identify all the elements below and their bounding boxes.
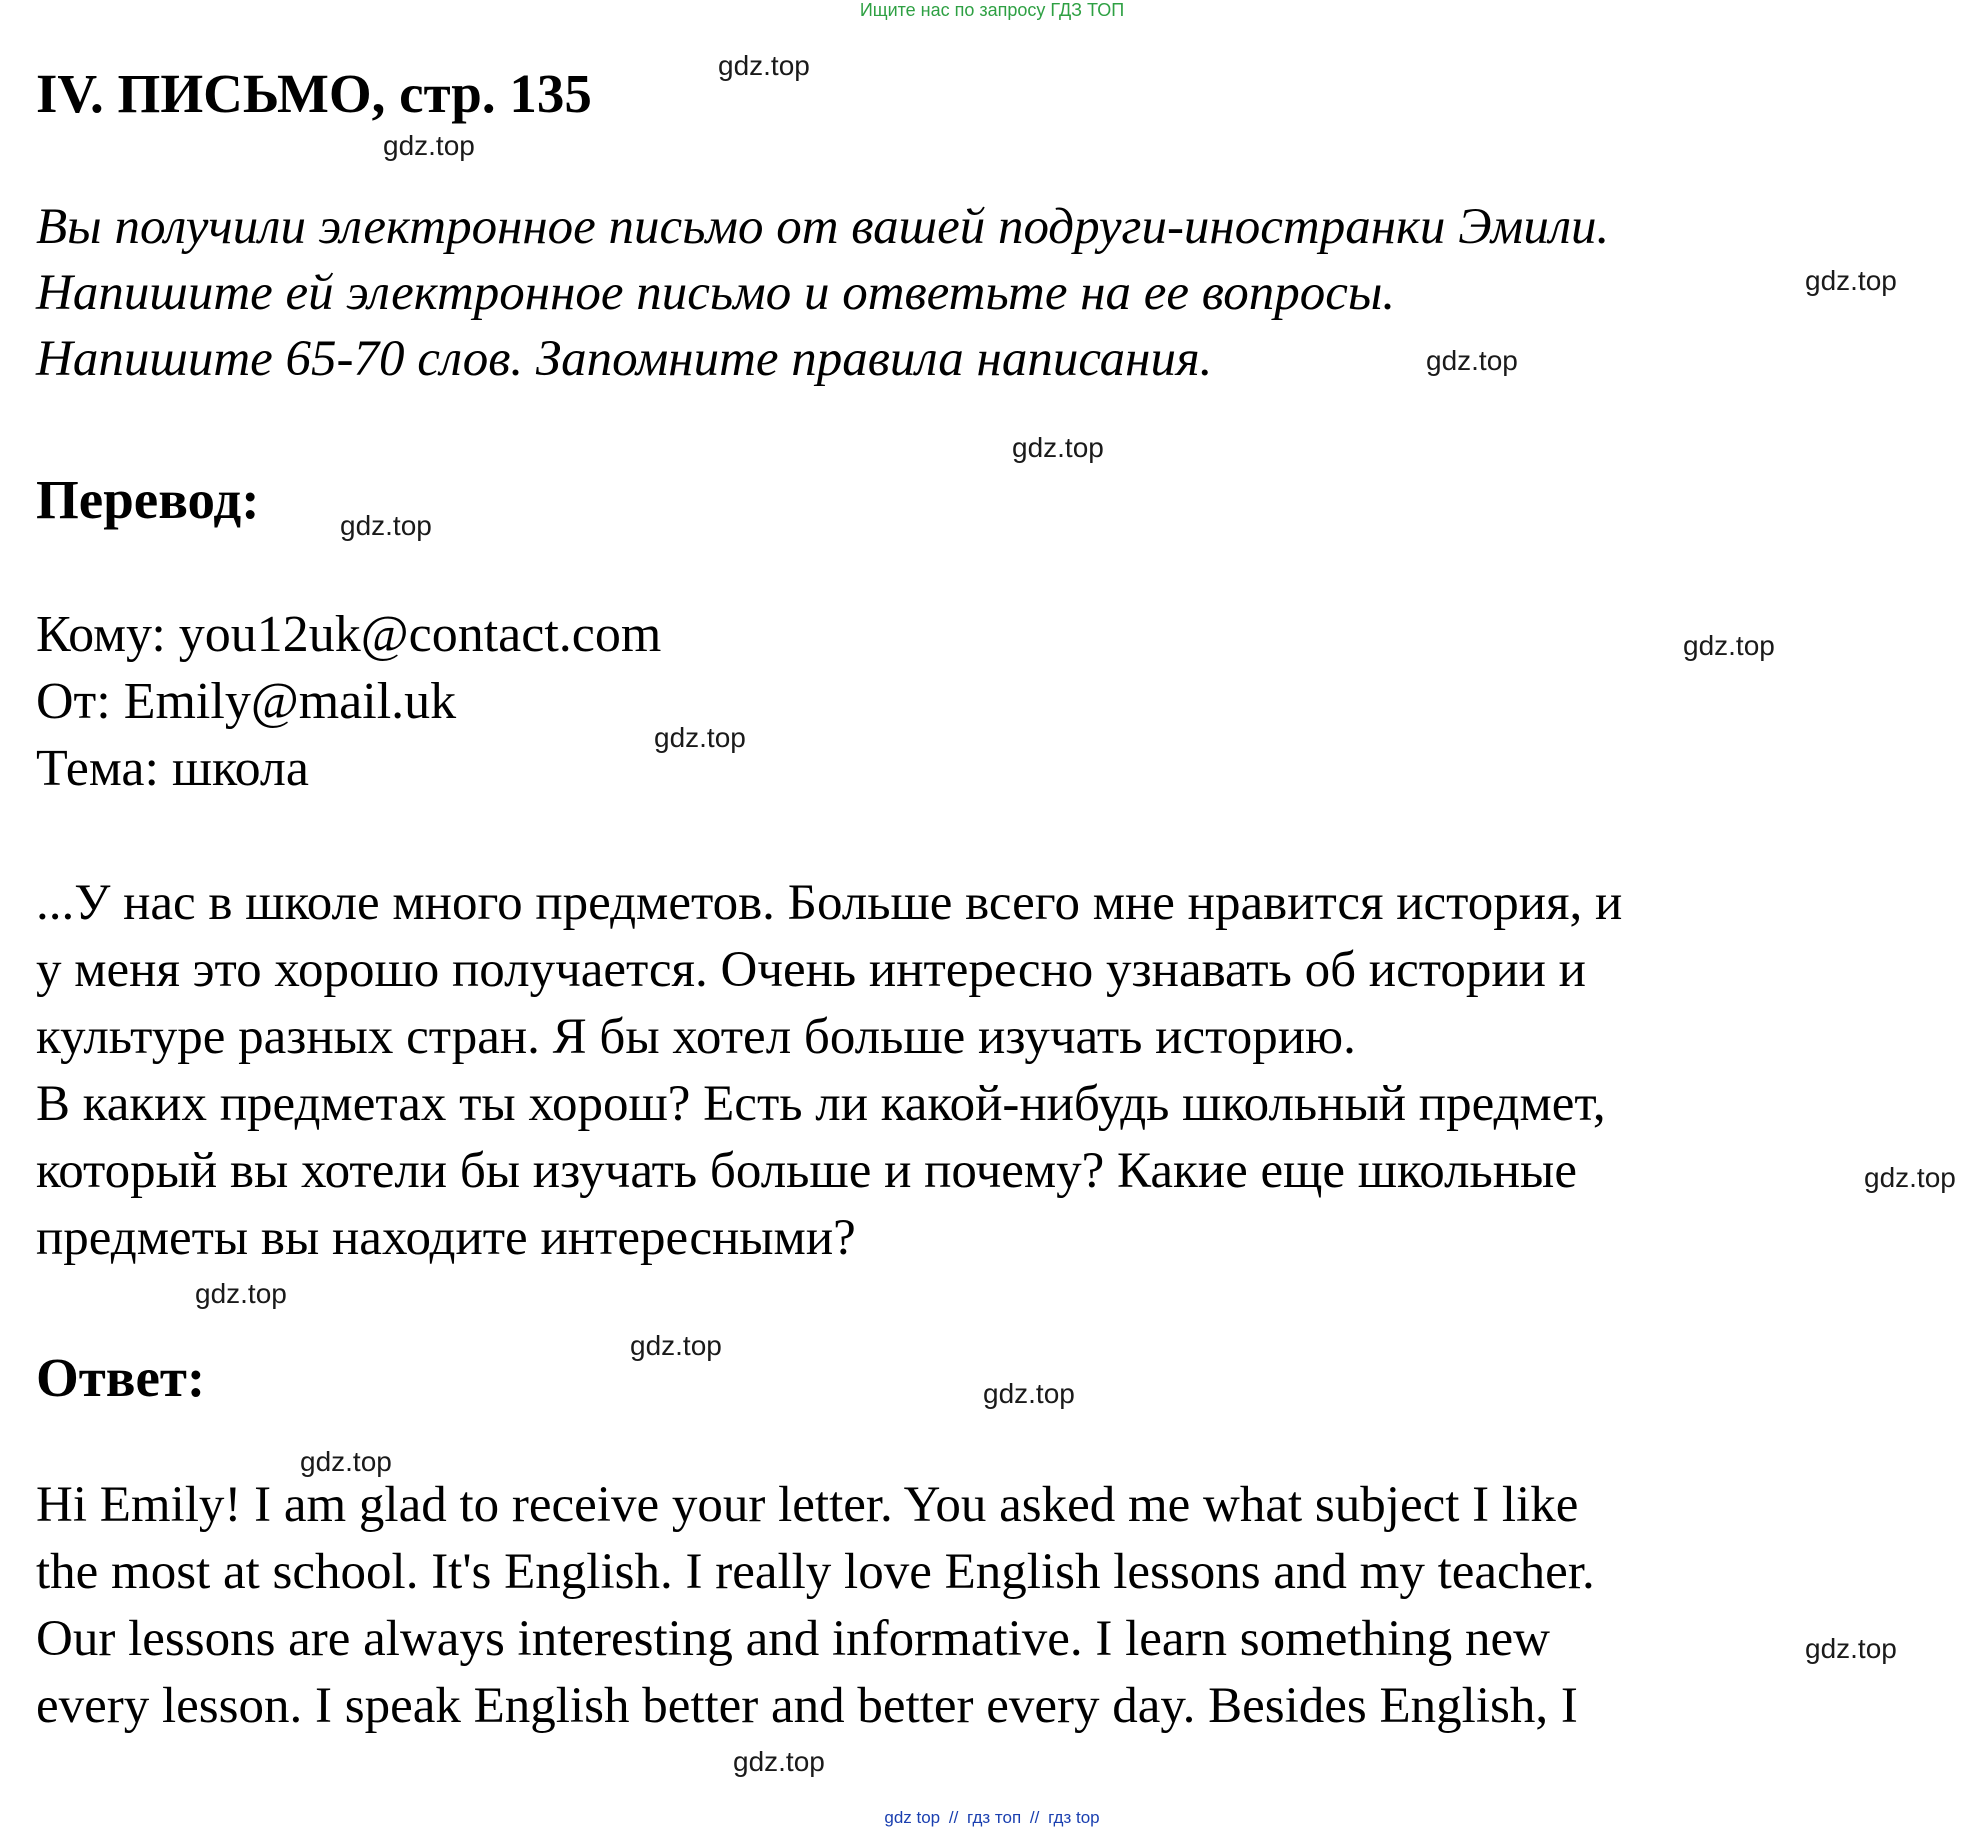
footer-link[interactable]: gdz top xyxy=(884,1808,941,1827)
answer-line: the most at school. It's English. I really love English lessons and my teacher. xyxy=(36,1544,1595,1600)
watermark: gdz.top xyxy=(340,510,432,541)
translation-line: В каких предметах ты хорош? Есть ли какой-нибудь школьный предмет, xyxy=(36,1076,1606,1132)
watermark: gdz.top xyxy=(630,1330,722,1361)
translation-heading: Перевод: xyxy=(36,469,260,530)
translation-line: предметы вы находите интересными? xyxy=(36,1210,856,1266)
watermark: gdz.top xyxy=(1805,265,1897,296)
top-banner: Ищите нас по запросу ГДЗ ТОП xyxy=(859,0,1125,20)
watermark: gdz.top xyxy=(1426,345,1518,376)
translation-line: ...У нас в школе много предметов. Больше всего мне нравится история, и xyxy=(36,875,1623,931)
watermark: gdz.top xyxy=(1683,630,1775,661)
translation-line: который вы хотели бы изучать больше и почему? Какие еще школьные xyxy=(36,1143,1577,1199)
email-subject: Тема: школа xyxy=(36,740,309,797)
footer-links xyxy=(0,1808,1984,1828)
translation-line: у меня это хорошо получается. Очень интересно узнавать об истории и xyxy=(36,942,1586,998)
translation-line: культуре разных стран. Я бы хотел больше изучать историю. xyxy=(36,1009,1356,1065)
footer-link[interactable]: гдз топ xyxy=(967,1808,1022,1827)
task-line: Напишите ей электронное письмо и ответьте на ее вопросы. xyxy=(36,265,1396,321)
answer-body xyxy=(36,1472,1595,1740)
watermark: gdz.top xyxy=(654,722,746,753)
watermark: gdz.top xyxy=(718,50,810,81)
task-line: Напишите 65-70 слов. Запомните правила написания. xyxy=(36,331,1213,387)
watermark: gdz.top xyxy=(1864,1162,1956,1193)
task-instructions xyxy=(36,194,1609,392)
email-header xyxy=(36,601,661,802)
watermark: gdz.top xyxy=(195,1278,287,1309)
watermark: gdz.top xyxy=(1805,1633,1897,1664)
page-title: IV. ПИСЬМО, стр. 135 xyxy=(36,63,592,124)
footer-link[interactable]: гдз top xyxy=(1048,1808,1100,1827)
email-from: От: Emily@mail.uk xyxy=(36,673,457,730)
watermark: gdz.top xyxy=(1012,432,1104,463)
watermark: gdz.top xyxy=(733,1746,825,1777)
footer-separator: // xyxy=(948,1808,959,1827)
email-to: Кому: you12uk@contact.com xyxy=(36,606,662,663)
answer-line: Hi Emily! I am glad to receive your letter. You asked me what subject I like xyxy=(36,1477,1579,1533)
task-line: Вы получили электронное письмо от вашей подруги-иностранки Эмили. xyxy=(36,199,1610,255)
translation-body xyxy=(36,870,1622,1272)
watermark: gdz.top xyxy=(383,130,475,161)
answer-line: Our lessons are always interesting and informative. I learn something new xyxy=(36,1611,1550,1667)
answer-line: every lesson. I speak English better and better every day. Besides English, I xyxy=(36,1678,1578,1734)
watermark: gdz.top xyxy=(300,1446,392,1477)
watermark: gdz.top xyxy=(983,1378,1075,1409)
footer-separator: // xyxy=(1029,1808,1040,1827)
answer-heading: Ответ: xyxy=(36,1347,206,1408)
